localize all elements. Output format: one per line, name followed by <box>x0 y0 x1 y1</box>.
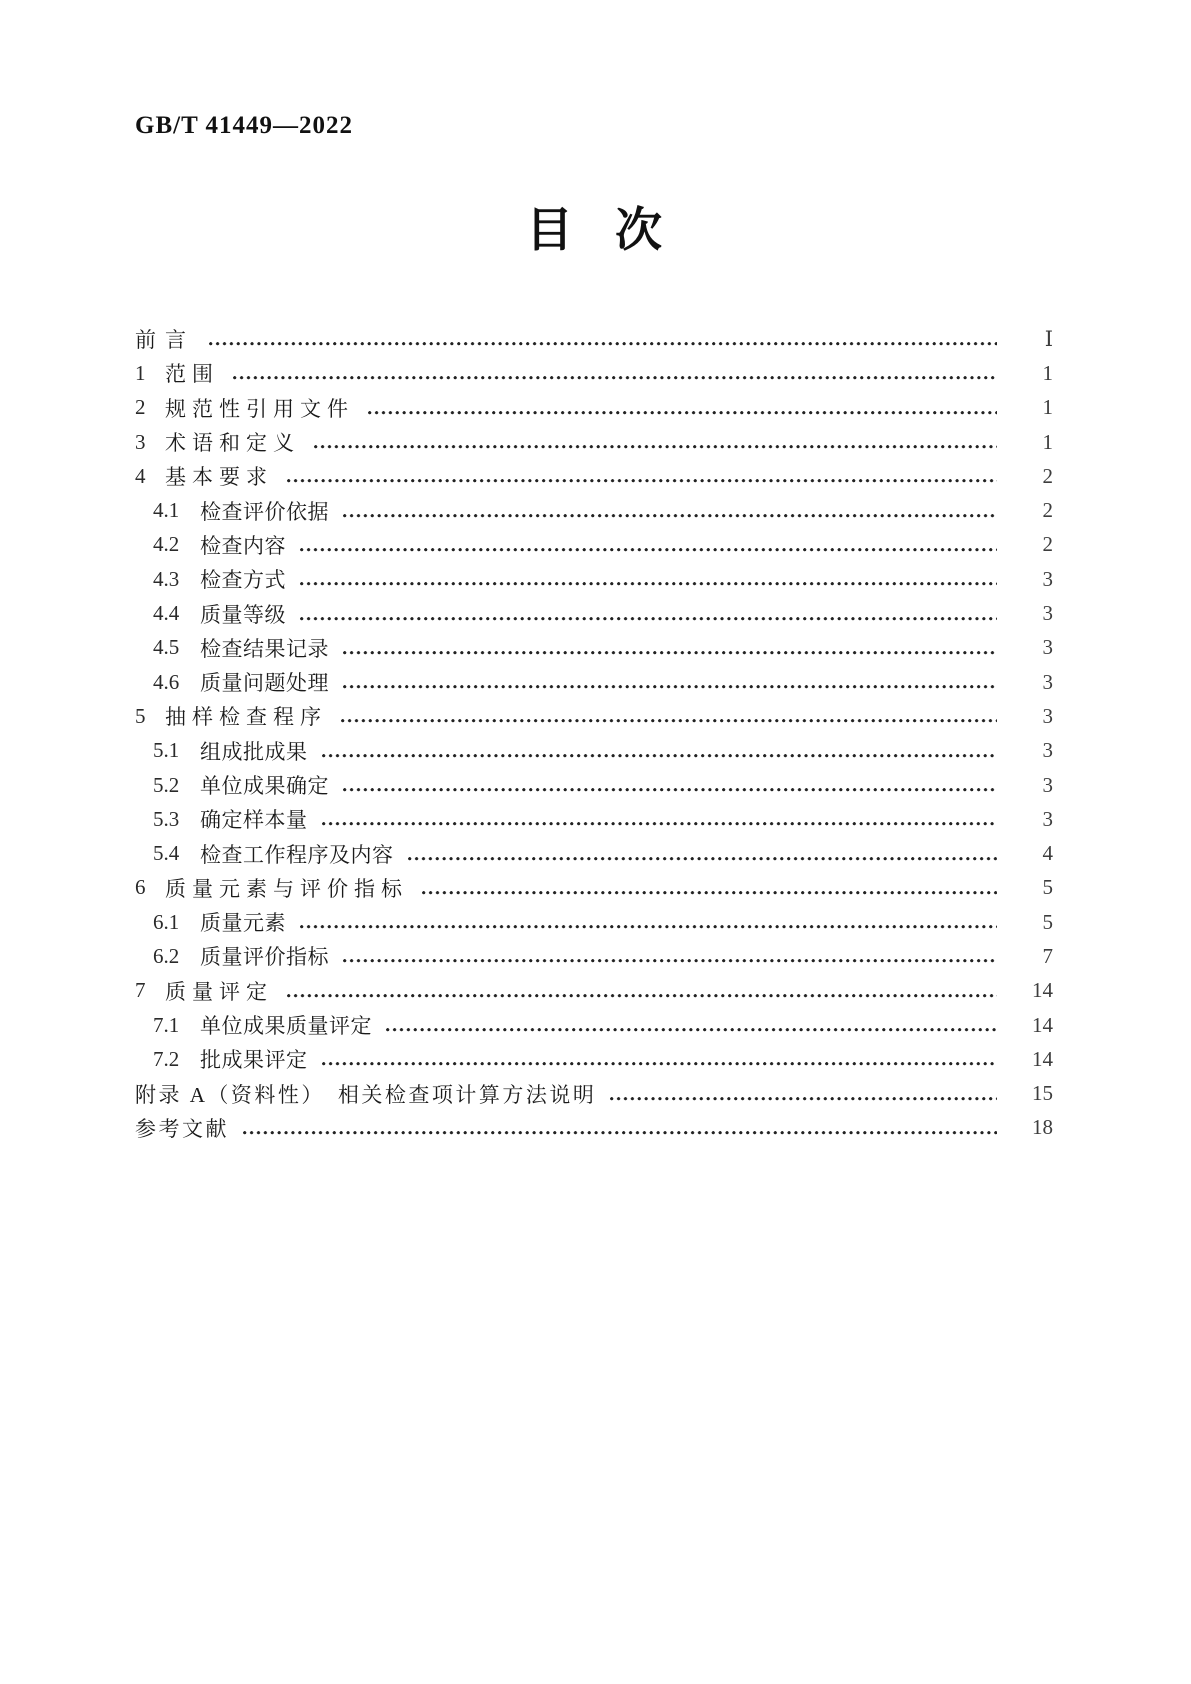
toc-entry-label: 质量元素 <box>200 911 286 936</box>
toc-entry-page-number: 2 <box>1042 463 1053 488</box>
toc-entry-number: 6.1 <box>153 909 180 934</box>
toc-entry <box>135 665 1053 699</box>
toc-list <box>135 322 1053 1145</box>
toc-entry-page-number: 1 <box>1042 429 1053 454</box>
toc-entry-number: 2 <box>135 395 146 420</box>
toc-entry <box>135 459 1053 493</box>
dot-leader <box>209 342 997 346</box>
toc-entry-page-number: 14 <box>1032 1012 1053 1037</box>
dot-leader <box>243 1131 997 1135</box>
toc-entry-label: 组成批成果 <box>200 739 308 764</box>
toc-entry <box>135 391 1053 425</box>
dot-leader <box>422 891 997 895</box>
dot-leader <box>343 959 997 963</box>
toc-entry-page-number: 3 <box>1042 601 1053 626</box>
toc-entry <box>135 1008 1053 1042</box>
toc-entry-number: 4.4 <box>153 601 180 626</box>
toc-entry-label: 单位成果质量评定 <box>200 1014 372 1039</box>
toc-entry <box>135 939 1053 973</box>
dot-leader <box>343 651 997 655</box>
toc-entry-number: 7.2 <box>153 1046 180 1071</box>
toc-entry <box>135 905 1053 939</box>
toc-entry-label: 质量元素与评价指标 <box>165 876 408 901</box>
toc-entry-number: 7.1 <box>153 1012 180 1037</box>
toc-entry <box>135 974 1053 1008</box>
toc-entry-label: 范围 <box>165 362 219 387</box>
dot-leader <box>368 411 997 415</box>
toc-entry <box>135 631 1053 665</box>
toc-entry-label: 质量问题处理 <box>200 671 329 696</box>
dot-leader <box>300 582 997 586</box>
toc-entry-page-number: 3 <box>1042 772 1053 797</box>
toc-entry <box>135 836 1053 870</box>
toc-entry-number: 6.2 <box>153 943 180 968</box>
toc-entry-number: 4 <box>135 463 146 488</box>
dot-leader <box>343 685 997 689</box>
toc-title-char-1: 目 <box>526 205 573 257</box>
toc-entry-label: 基本要求 <box>165 465 273 490</box>
toc-entry-number: 4.1 <box>153 498 180 523</box>
toc-entry <box>135 596 1053 630</box>
toc-entry-label: 规范性引用文件 <box>165 396 354 421</box>
toc-entry <box>135 734 1053 768</box>
toc-entry-label: 检查内容 <box>200 533 286 558</box>
toc-entry-label: 参考文献 <box>135 1116 229 1141</box>
toc-entry-label: 确定样本量 <box>200 808 308 833</box>
toc-entry-page-number: 18 <box>1032 1115 1053 1140</box>
toc-entry-page-number: 2 <box>1042 498 1053 523</box>
toc-entry-number: 4.6 <box>153 669 180 694</box>
toc-entry-page-number: 1 <box>1042 395 1053 420</box>
toc-entry <box>135 356 1053 390</box>
toc-entry-label: 质量等级 <box>200 602 286 627</box>
toc-entry-page-number: 2 <box>1042 532 1053 557</box>
toc-entry <box>135 699 1053 733</box>
toc-entry-label: 检查结果记录 <box>200 636 329 661</box>
dot-leader <box>322 754 998 758</box>
toc-entry-label: 检查方式 <box>200 568 286 593</box>
dot-leader <box>386 1028 997 1032</box>
dot-leader <box>300 548 997 552</box>
dot-leader <box>610 1097 997 1101</box>
toc-entry-label: 前言 <box>135 328 195 353</box>
toc-entry-number: 6 <box>135 875 146 900</box>
dot-leader <box>408 857 998 861</box>
toc-entry-page-number: 3 <box>1042 806 1053 831</box>
toc-entry-page-number: 5 <box>1042 909 1053 934</box>
toc-entry <box>135 528 1053 562</box>
toc-entry-page-number: 3 <box>1042 703 1053 728</box>
toc-entry-number: 5.3 <box>153 806 180 831</box>
toc-entry-label: 检查工作程序及内容 <box>200 842 394 867</box>
toc-entry-page-number: 3 <box>1042 669 1053 694</box>
toc-entry <box>135 322 1053 356</box>
toc-entry-label: 单位成果确定 <box>200 774 329 798</box>
toc-entry-page-number: 3 <box>1042 635 1053 660</box>
toc-entry-label: 术语和定义 <box>165 431 300 456</box>
toc-entry <box>135 1111 1053 1145</box>
toc-entry-page-number: 7 <box>1042 943 1053 968</box>
toc-entry <box>135 562 1053 596</box>
dot-leader <box>322 1062 998 1066</box>
dot-leader <box>287 479 997 483</box>
toc-entry <box>135 871 1053 905</box>
dot-leader <box>300 925 997 929</box>
toc-entry-label: 检查评价依据 <box>200 499 329 524</box>
toc-entry <box>135 425 1053 459</box>
dot-leader <box>314 445 997 449</box>
dot-leader <box>300 617 997 621</box>
toc-entry-page-number: 14 <box>1032 978 1053 1003</box>
toc-entry-number: 5 <box>135 703 146 728</box>
toc-entry-page-number: 1 <box>1042 360 1053 385</box>
toc-entry-number: 4.5 <box>153 635 180 660</box>
toc-entry <box>135 768 1053 802</box>
dot-leader <box>233 376 997 380</box>
toc-entry-page-number: 5 <box>1042 875 1053 900</box>
toc-entry-page-number: Ⅰ <box>1044 326 1053 351</box>
toc-entry-page-number: 15 <box>1032 1081 1053 1106</box>
toc-entry-number: 7 <box>135 978 146 1003</box>
toc-entry-page-number: 4 <box>1042 841 1053 866</box>
toc-entry-number: 5.2 <box>153 772 180 797</box>
toc-entry-page-number: 3 <box>1042 738 1053 763</box>
toc-entry-label: 质量评价指标 <box>200 945 329 970</box>
standard-code: GB/T 41449—2022 <box>135 112 354 139</box>
toc-entry-number: 4.2 <box>153 532 180 557</box>
toc-entry-page-number: 14 <box>1032 1046 1053 1071</box>
dot-leader <box>322 822 998 826</box>
toc-entry-label: 抽样检查程序 <box>165 705 327 730</box>
toc-entry-label: 附录 A（资料性） 相关检查项计算方法说明 <box>135 1082 597 1107</box>
dot-leader <box>343 788 997 792</box>
dot-leader <box>287 994 997 998</box>
toc-entry <box>135 802 1053 836</box>
toc-entry-page-number: 3 <box>1042 566 1053 591</box>
toc-entry <box>135 1042 1053 1076</box>
toc-entry-number: 1 <box>135 360 146 385</box>
toc-entry-label: 质量评定 <box>165 979 273 1004</box>
toc-entry-number: 3 <box>135 429 146 454</box>
toc-entry-number: 5.1 <box>153 738 180 763</box>
toc-entry <box>135 1077 1053 1111</box>
toc-title-char-2: 次 <box>615 205 662 257</box>
toc-entry-label: 批成果评定 <box>200 1048 308 1073</box>
dot-leader <box>343 514 997 518</box>
toc-title <box>135 206 1053 258</box>
toc-entry-number: 4.3 <box>153 566 180 591</box>
toc-entry <box>135 493 1053 527</box>
dot-leader <box>341 719 997 723</box>
toc-entry-number: 5.4 <box>153 841 180 866</box>
